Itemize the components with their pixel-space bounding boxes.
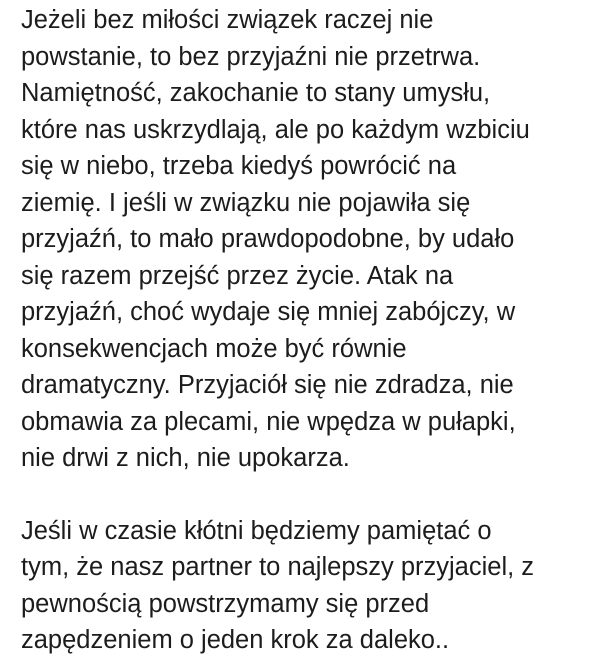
text-line: Jeśli w czasie kłótni będziemy pamiętać o bbox=[21, 516, 492, 545]
text-line: przyjaźń, choć wydaje się mniej zabójczy, w bbox=[21, 298, 516, 326]
text-line: konsekwencjach może być równie bbox=[21, 334, 407, 363]
text-line: obmawia za plecami, nie wpędza w pułapki, bbox=[21, 407, 516, 436]
text-line: się w niebo, trzeba kiedyś powrócić na bbox=[21, 152, 457, 180]
text-line: które nas uskrzydlają, ale po każdym wzbiciu bbox=[21, 115, 530, 144]
text-line: nie drwi z nich, nie upokarza. bbox=[21, 444, 350, 472]
text-line: pewnością powstrzymamy się przed bbox=[21, 589, 430, 618]
text-line: dramatyczny. Przyjaciół się nie zdradza, nie bbox=[21, 371, 514, 399]
text-line: się razem przejść przez życie. Atak na bbox=[21, 261, 454, 290]
text-line: Namiętność, zakochanie to stany umysłu, bbox=[21, 79, 491, 107]
text-line: powstanie, to bez przyjaźni nie przetrwa. bbox=[21, 42, 481, 71]
text-line: przyjaźń, to mało prawdopodobne, by udało bbox=[21, 225, 515, 253]
text-line: zapędzeniem o jeden krok za daleko.. bbox=[21, 626, 450, 654]
text-line: Jeżeli bez miłości związek raczej nie bbox=[21, 6, 434, 34]
paragraph-1 bbox=[21, 2, 609, 477]
text-line: tym, że nasz partner to najlepszy przyjaciel, z bbox=[21, 553, 535, 581]
paragraph-2 bbox=[21, 513, 609, 659]
text-line: ziemię. I jeśli w związku nie pojawiła się bbox=[21, 188, 471, 217]
post-text bbox=[21, 2, 609, 659]
